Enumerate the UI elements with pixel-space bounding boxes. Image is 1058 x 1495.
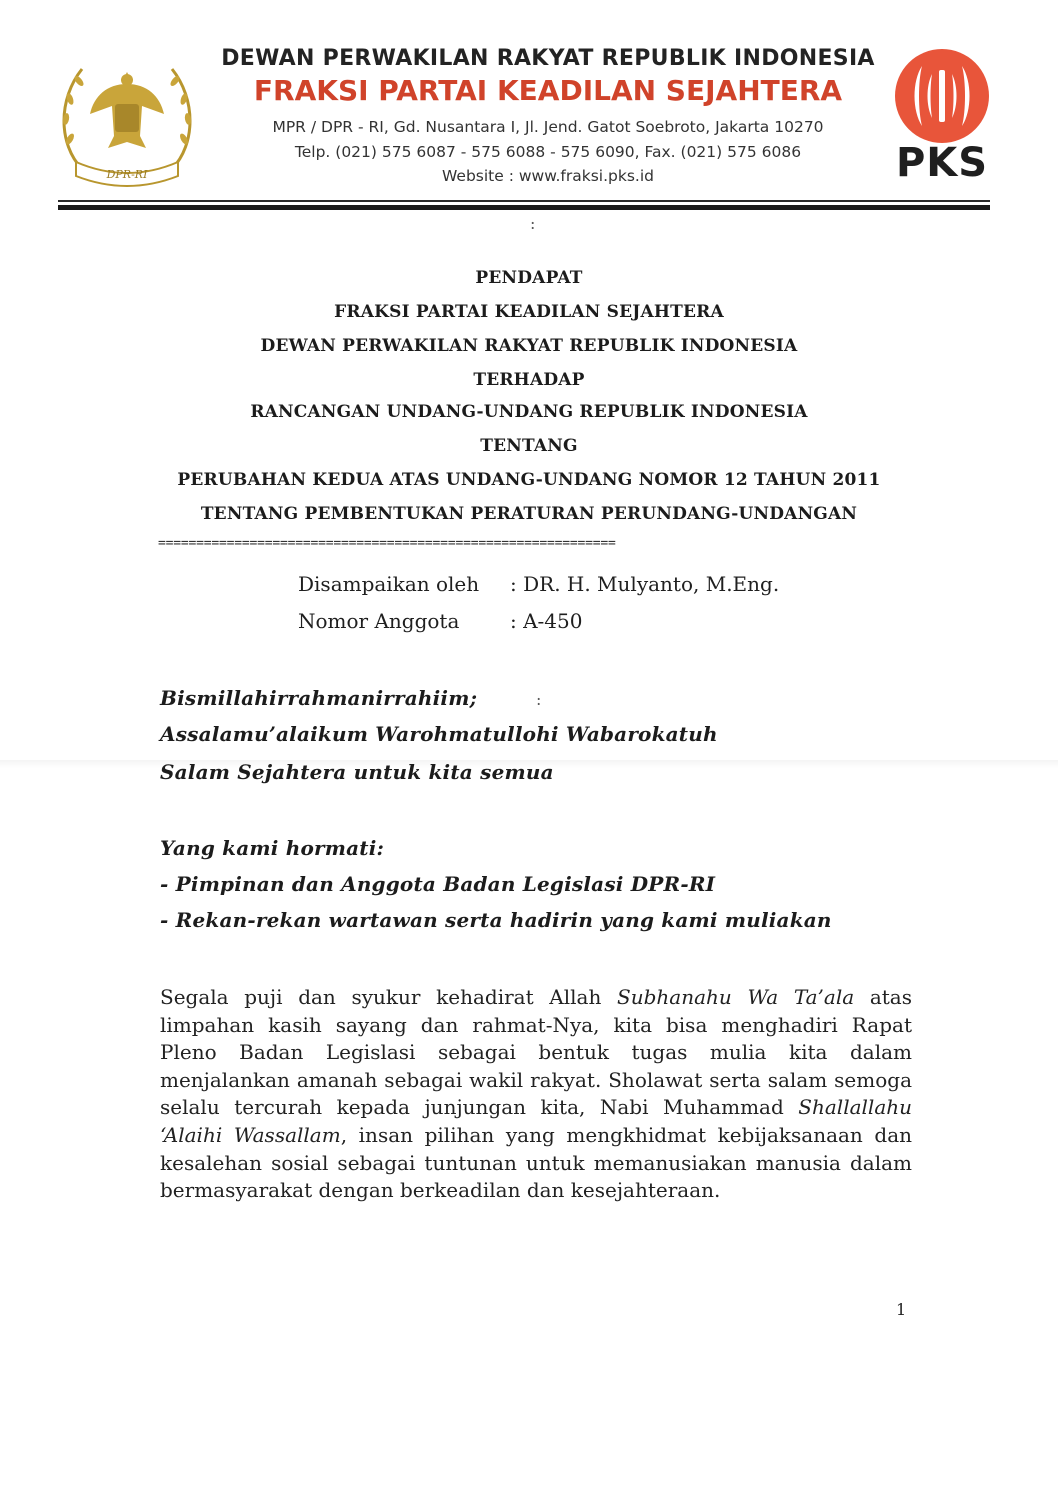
website-line: Website : www.fraksi.pks.id bbox=[442, 167, 654, 185]
title-separator: ============================================================ bbox=[158, 536, 616, 551]
doc-title-line: TENTANG bbox=[480, 436, 578, 456]
letterhead-rule-thin bbox=[58, 200, 990, 202]
paragraph-italic-phrase: Shallallahu ‘Alaihi Wassallam bbox=[160, 1095, 912, 1147]
paragraph-italic-phrase: Subhanahu Wa Ta’ala bbox=[617, 985, 855, 1009]
respected-heading: Yang kami hormati: bbox=[160, 836, 385, 860]
member-number-value: : A-450 bbox=[510, 609, 583, 633]
respected-item: - Pimpinan dan Anggota Badan Legislasi DPR-RI bbox=[160, 872, 716, 896]
doc-title-line: DEWAN PERWAKILAN RAKYAT REPUBLIK INDONESIA bbox=[260, 336, 798, 356]
member-number-label: Nomor Anggota bbox=[298, 609, 460, 633]
faction-name: FRAKSI PARTAI KEADILAN SEJAHTERA bbox=[253, 74, 843, 107]
greeting-sejahtera: Salam Sejahtera untuk kita semua bbox=[160, 760, 554, 784]
address-line: MPR / DPR - RI, Gd. Nusantara I, Jl. Jend. Gatot Soebroto, Jakarta 10270 bbox=[272, 118, 824, 136]
paragraph-text: atas limpahan kasih sayang dan rahmat-Nya, kita bisa menghadiri Rapat Pleno Badan Legislasi sebagai bentuk tugas mulia kita dalam menjalankan amanah sebagai wakil rakyat. Sholawat serta salam semoga selalu tercurah kepada junjungan kita, Nabi Muhammad bbox=[160, 985, 912, 1120]
phone-fax-line: Telp. (021) 575 6087 - 575 6088 - 575 6090, Fax. (021) 575 6086 bbox=[294, 143, 802, 161]
doc-title-line: PENDAPAT bbox=[475, 268, 583, 288]
dpr-emblem-icon bbox=[52, 44, 202, 194]
doc-title-line: PERUBAHAN KEDUA ATAS UNDANG-UNDANG NOMOR 12 TAHUN 2011 bbox=[177, 470, 881, 490]
page-number: 1 bbox=[896, 1300, 907, 1319]
doc-title-line: TERHADAP bbox=[473, 370, 585, 390]
greeting-bismillah: Bismillahirrahmanirrahiim; bbox=[160, 686, 478, 710]
doc-title-line: FRAKSI PARTAI KEADILAN SEJAHTERA bbox=[334, 302, 724, 322]
presenter-row bbox=[298, 572, 779, 596]
emblem-label: DPR-RI bbox=[106, 168, 148, 181]
pks-logo-text: PKS bbox=[895, 140, 989, 186]
doc-title-line: TENTANG PEMBENTUKAN PERATURAN PERUNDANG-UNDANGAN bbox=[200, 504, 858, 524]
greeting-salam: Assalamu’alaikum Warohmatullohi Wabarokatuh bbox=[160, 722, 718, 746]
paragraph-text: , insan pilihan yang mengkhidmat kebijaksanaan dan kesalehan sosial sebagai tuntunan untuk memanusiakan manusia dalam bermasyarakat dengan berkeadilan dan kesejahteraan. bbox=[160, 1122, 913, 1203]
member-number-row bbox=[298, 609, 582, 633]
doc-title-line: RANCANGAN UNDANG-UNDANG REPUBLIK INDONESIA bbox=[250, 402, 808, 422]
respected-item: - Rekan-rekan wartawan serta hadirin yang kami muliakan bbox=[160, 908, 832, 932]
scan-speck: : bbox=[530, 214, 536, 233]
presenter-value: : DR. H. Mulyanto, M.Eng. bbox=[510, 572, 780, 596]
paragraph-text: Segala puji dan syukur kehadirat Allah bbox=[160, 985, 618, 1009]
presenter-label: Disampaikan oleh bbox=[298, 572, 480, 596]
organization-name: DEWAN PERWAKILAN RAKYAT REPUBLIK INDONESIA bbox=[221, 46, 875, 71]
opening-paragraph bbox=[160, 984, 912, 1205]
scan-speck: : bbox=[536, 690, 542, 709]
letterhead-rule-thick bbox=[58, 205, 990, 210]
